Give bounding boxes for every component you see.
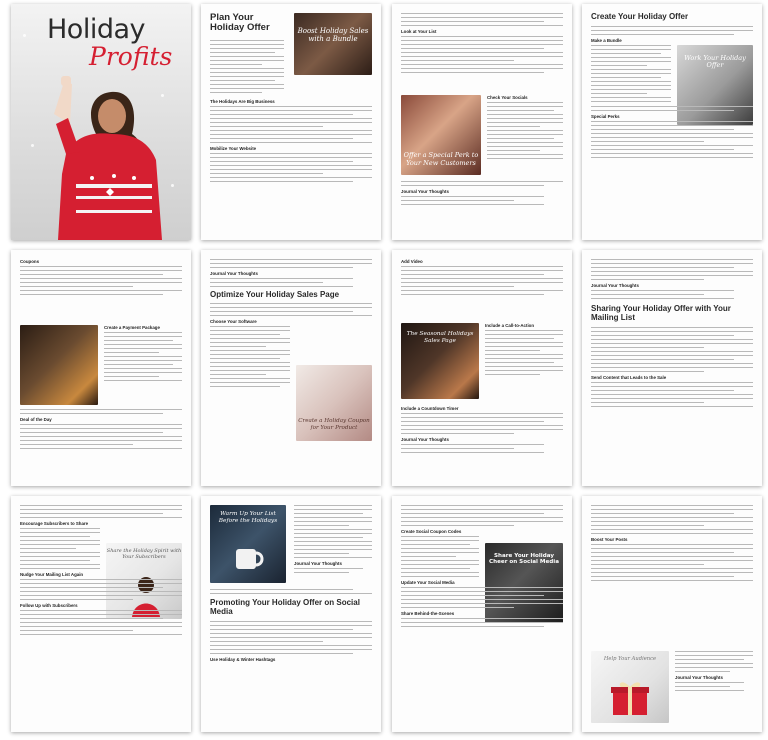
mug-illustration bbox=[232, 543, 264, 573]
page-title: Plan Your Holiday Offer bbox=[210, 12, 270, 34]
section-heading: Include a Countdown Timer bbox=[401, 406, 459, 411]
ebook-page-7 bbox=[392, 250, 572, 486]
cover-woman-illustration bbox=[36, 74, 176, 240]
ebook-page-12 bbox=[582, 496, 762, 732]
photo-caption: Work Your Holiday Offer bbox=[684, 54, 746, 70]
section-heading: Send Content that Leads to the Sale bbox=[591, 374, 667, 380]
page-title: Sharing Your Holiday Offer with Your Mailing List bbox=[591, 304, 731, 323]
cover-page bbox=[11, 4, 191, 240]
perk-photo bbox=[401, 95, 481, 175]
social-photo bbox=[485, 543, 563, 623]
page-title: Create Your Holiday Offer bbox=[591, 12, 689, 21]
section-heading: Make a Bundle bbox=[591, 37, 622, 43]
ebook-page-10 bbox=[201, 496, 381, 732]
section-heading: Coupons bbox=[20, 259, 40, 264]
section-heading: Journal Your Thoughts bbox=[294, 560, 342, 566]
section-heading: Nudge Your Mailing List Again bbox=[20, 572, 84, 578]
section-heading: Journal Your Thoughts bbox=[210, 271, 258, 277]
section-heading: The Holidays Are Big Business bbox=[210, 98, 275, 104]
page-title: Promoting Your Holiday Offer on Social Media bbox=[210, 598, 360, 616]
ebook-page-5 bbox=[11, 250, 191, 486]
photo-caption: Share the Holiday Spirit with Your Subscribers bbox=[106, 548, 182, 560]
photo-caption: Offer a Special Perk to Your New Customers bbox=[403, 151, 479, 167]
ebook-page-2 bbox=[201, 4, 381, 240]
section-heading: Journal Your Thoughts bbox=[675, 675, 723, 681]
section-heading: Include a Call-to-Action bbox=[485, 323, 535, 328]
section-heading: Boost Your Posts bbox=[591, 537, 628, 543]
section-heading: Create a Payment Package bbox=[104, 325, 160, 330]
photo-caption: Warm Up Your List Before the Holidays bbox=[218, 511, 278, 524]
section-heading: Journal Your Thoughts bbox=[401, 437, 449, 443]
cover-title-profits: Profits bbox=[89, 42, 173, 71]
ebook-page-11 bbox=[392, 496, 572, 732]
warm-up-photo bbox=[210, 505, 286, 583]
gift-box-icon bbox=[609, 677, 651, 717]
section-heading: Create Social Coupon Codes bbox=[401, 529, 462, 535]
page-title: Optimize Your Holiday Sales Page bbox=[210, 290, 340, 300]
coupon-photo bbox=[296, 365, 372, 441]
section-heading: Add Video bbox=[401, 259, 423, 264]
ebook-page-grid bbox=[4, 4, 764, 736]
photo-caption: Boost Holiday Sales with a Bundle bbox=[297, 27, 369, 44]
section-heading: Journal Your Thoughts bbox=[401, 189, 449, 195]
section-heading: Special Perks bbox=[591, 114, 620, 120]
photo-caption: The Seasonal Holidays Sales Page bbox=[406, 331, 474, 344]
section-heading: Check Your Socials bbox=[487, 95, 528, 100]
section-heading: Follow Up with Subscribers bbox=[20, 603, 78, 609]
offer-photo bbox=[677, 45, 753, 125]
section-heading: Choose Your Software bbox=[210, 319, 257, 325]
section-heading: Update Your Social Media bbox=[401, 580, 455, 586]
section-heading: Mobilize Your Website bbox=[210, 145, 257, 151]
section-heading: Deal of the Day bbox=[20, 417, 52, 423]
section-heading: Look at Your List bbox=[401, 29, 437, 35]
section-heading: Encourage Subscribers to Share bbox=[20, 521, 89, 527]
section-heading: Use Holiday & Winter Hashtags bbox=[210, 656, 276, 662]
section-heading: Share Behind-the-Scenes bbox=[401, 611, 455, 617]
gift-photo bbox=[591, 651, 669, 723]
ebook-page-4 bbox=[582, 4, 762, 240]
photo-caption: Help Your Audience bbox=[603, 656, 657, 662]
ebook-page-9 bbox=[11, 496, 191, 732]
photo-caption: Share Your Holiday Cheer on Social Media bbox=[489, 553, 559, 566]
cover-title-holiday: Holiday bbox=[47, 14, 145, 45]
ebook-page-6 bbox=[201, 250, 381, 486]
sales-page-photo bbox=[401, 323, 479, 399]
section-heading: Journal Your Thoughts bbox=[591, 283, 639, 289]
photo-caption: Create a Holiday Coupon for Your Product bbox=[298, 418, 370, 431]
ebook-page-3 bbox=[392, 4, 572, 240]
ebook-page-8 bbox=[582, 250, 762, 486]
bundle-photo bbox=[294, 13, 372, 75]
payment-photo bbox=[20, 325, 98, 405]
